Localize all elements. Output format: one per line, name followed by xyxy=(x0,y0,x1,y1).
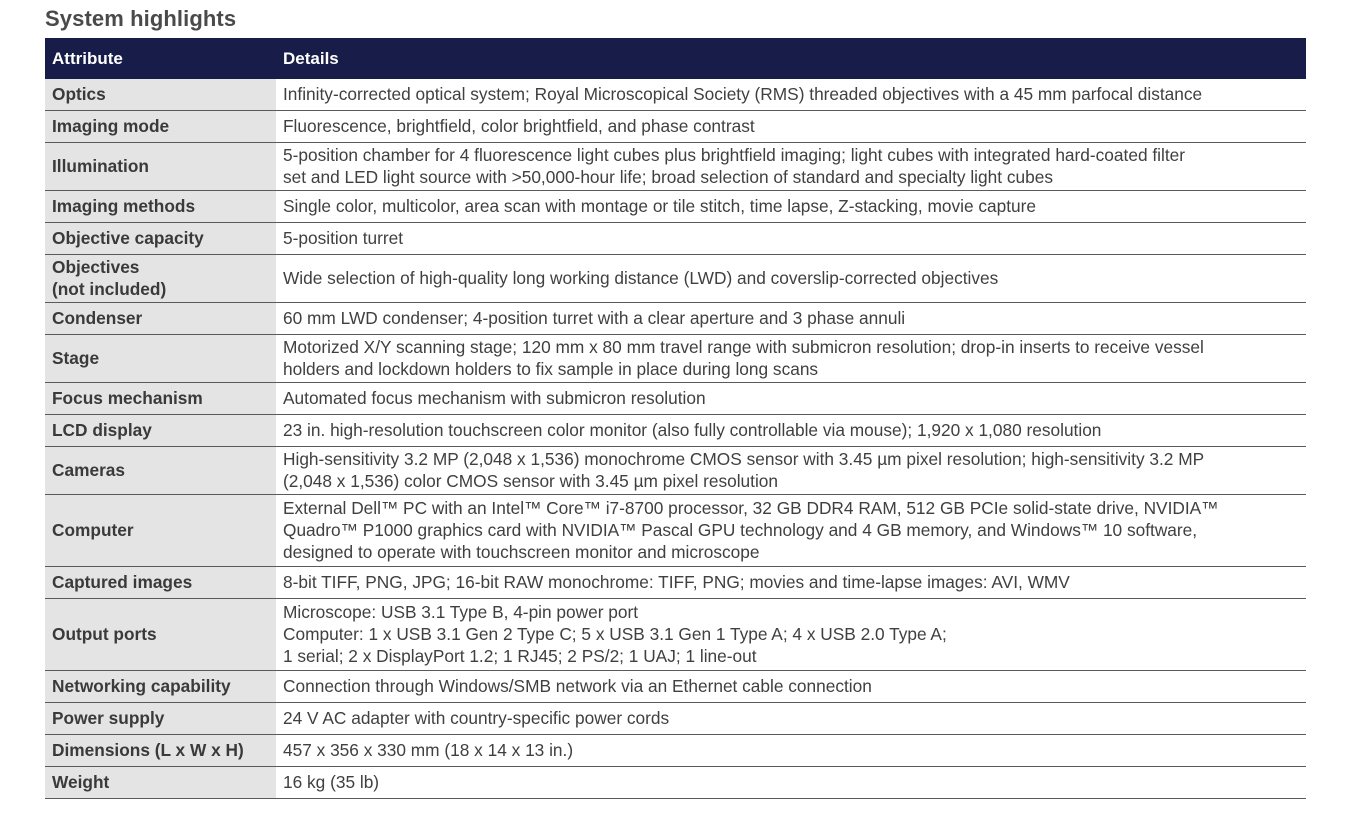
attribute-cell xyxy=(45,79,276,111)
attribute-cell xyxy=(45,767,276,799)
table-body xyxy=(45,79,1306,799)
attribute-label: Cameras xyxy=(52,460,126,480)
detail-cell xyxy=(276,143,1306,191)
attribute-cell xyxy=(45,599,276,671)
detail-text: Automated focus mechanism with submicron resolution xyxy=(283,388,706,408)
detail-cell xyxy=(276,447,1306,495)
table-row xyxy=(45,447,1306,495)
attribute-cell xyxy=(45,255,276,303)
attribute-label: LCD display xyxy=(52,420,152,440)
attribute-cell xyxy=(45,495,276,567)
detail-cell xyxy=(276,671,1306,703)
detail-text: 5-position chamber for 4 fluorescence light cubes plus brightfield imaging; light cubes with integrated hard-coated filter xyxy=(283,145,1186,165)
detail-cell xyxy=(276,383,1306,415)
attribute-label: Illumination xyxy=(52,156,149,176)
detail-cell xyxy=(276,303,1306,335)
detail-text: 1 serial; 2 x DisplayPort 1.2; 1 RJ45; 2 PS/2; 1 UAJ; 1 line-out xyxy=(283,646,757,666)
detail-text: Motorized X/Y scanning stage; 120 mm x 80 mm travel range with submicron resolution; drop-in inserts to receive vessel xyxy=(283,337,1204,357)
attribute-label: Condenser xyxy=(52,308,143,328)
table-row xyxy=(45,223,1306,255)
attribute-label: Focus mechanism xyxy=(52,388,203,408)
detail-text: 16 kg (35 lb) xyxy=(283,772,380,792)
attribute-label: Captured images xyxy=(52,572,193,592)
page-title: System highlights xyxy=(45,6,237,31)
detail-text: 60 mm LWD condenser; 4-position turret with a clear aperture and 3 phase annuli xyxy=(283,308,906,328)
attribute-label: Power supply xyxy=(52,708,165,728)
attribute-cell xyxy=(45,703,276,735)
table-row xyxy=(45,303,1306,335)
attribute-label: Dimensions (L x W x H) xyxy=(52,740,244,760)
detail-text: Microscope: USB 3.1 Type B, 4-pin power port xyxy=(283,602,639,622)
table-row xyxy=(45,335,1306,383)
attribute-label: Weight xyxy=(52,772,110,792)
detail-cell xyxy=(276,735,1306,767)
attribute-label: Networking capability xyxy=(52,676,231,696)
table-row xyxy=(45,567,1306,599)
detail-text: Connection through Windows/SMB network via an Ethernet cable connection xyxy=(283,676,872,696)
detail-text: holders and lockdown holders to fix sample in place during long scans xyxy=(283,359,819,379)
detail-cell xyxy=(276,111,1306,143)
table-row xyxy=(45,79,1306,111)
detail-text: 23 in. high-resolution touchscreen color monitor (also fully controllable via mouse); 1,920 x 1,080 resolution xyxy=(283,420,1102,440)
table-row xyxy=(45,495,1306,567)
table-row xyxy=(45,735,1306,767)
detail-text: 5-position turret xyxy=(283,228,404,248)
detail-text: 24 V AC adapter with country-specific power cords xyxy=(283,708,670,728)
detail-cell xyxy=(276,335,1306,383)
table-header xyxy=(45,38,1306,79)
detail-cell xyxy=(276,767,1306,799)
attribute-label: Output ports xyxy=(52,624,157,644)
table-header-row xyxy=(45,38,1306,79)
table-row xyxy=(45,111,1306,143)
detail-text: External Dell™ PC with an Intel™ Core™ i7-8700 processor, 32 GB DDR4 RAM, 512 GB PCIe solid-state drive, NVIDIA™ xyxy=(283,498,1219,518)
detail-cell xyxy=(276,495,1306,567)
attribute-cell xyxy=(45,223,276,255)
detail-cell xyxy=(276,255,1306,303)
detail-text: Single color, multicolor, area scan with montage or tile stitch, time lapse, Z-stacking, movie capture xyxy=(283,196,1037,216)
table-row xyxy=(45,671,1306,703)
detail-text: Infinity-corrected optical system; Royal Microscopical Society (RMS) threaded objectives with a 45 mm parfocal distance xyxy=(283,84,1203,104)
attribute-cell xyxy=(45,567,276,599)
detail-cell xyxy=(276,415,1306,447)
attribute-cell xyxy=(45,303,276,335)
header-attribute: Attribute xyxy=(45,38,276,79)
detail-text: (2,048 x 1,536) color CMOS sensor with 3.45 µm pixel resolution xyxy=(283,471,779,491)
table-row xyxy=(45,703,1306,735)
table-row xyxy=(45,415,1306,447)
detail-text: designed to operate with touchscreen monitor and microscope xyxy=(283,542,760,562)
detail-cell xyxy=(276,191,1306,223)
attribute-cell xyxy=(45,143,276,191)
detail-text: set and LED light source with >50,000-hour life; broad selection of standard and specialty light cubes xyxy=(283,167,1053,187)
detail-text: Quadro™ P1000 graphics card with NVIDIA™ Pascal GPU technology and 4 GB memory, and Windows™ 10 software, xyxy=(283,520,1198,540)
attribute-cell xyxy=(45,735,276,767)
spec-table xyxy=(45,38,1306,799)
attribute-label: Computer xyxy=(52,520,134,540)
detail-text: 457 x 356 x 330 mm (18 x 14 x 13 in.) xyxy=(283,740,574,760)
detail-cell xyxy=(276,703,1306,735)
table-row xyxy=(45,191,1306,223)
header-details: Details xyxy=(276,38,1306,79)
attribute-cell xyxy=(45,447,276,495)
attribute-cell xyxy=(45,671,276,703)
attribute-cell xyxy=(45,191,276,223)
attribute-cell xyxy=(45,383,276,415)
detail-text: 8-bit TIFF, PNG, JPG; 16-bit RAW monochrome: TIFF, PNG; movies and time-lapse images: AVI, WMV xyxy=(283,572,1070,592)
detail-text: High-sensitivity 3.2 MP (2,048 x 1,536) monochrome CMOS sensor with 3.45 µm pixel resolution; high-sensitivity 3.2 MP xyxy=(283,449,1205,469)
table-row xyxy=(45,383,1306,415)
table-row xyxy=(45,767,1306,799)
detail-cell xyxy=(276,567,1306,599)
detail-cell xyxy=(276,223,1306,255)
attribute-label: Imaging mode xyxy=(52,116,170,136)
attribute-label: Imaging methods xyxy=(52,196,196,216)
detail-text: Computer: 1 x USB 3.1 Gen 2 Type C; 5 x USB 3.1 Gen 1 Type A; 4 x USB 2.0 Type A; xyxy=(283,624,947,644)
detail-text: Fluorescence, brightfield, color brightfield, and phase contrast xyxy=(283,116,755,136)
table-row xyxy=(45,255,1306,303)
attribute-label: Objective capacity xyxy=(52,228,204,248)
attribute-cell xyxy=(45,415,276,447)
attribute-label: Optics xyxy=(52,84,106,104)
detail-cell xyxy=(276,599,1306,671)
detail-cell xyxy=(276,79,1306,111)
attribute-label: Objectives (not included) xyxy=(52,257,167,299)
table-row xyxy=(45,599,1306,671)
attribute-cell xyxy=(45,335,276,383)
attribute-label: Stage xyxy=(52,348,100,368)
attribute-cell xyxy=(45,111,276,143)
table-row xyxy=(45,143,1306,191)
detail-text: Wide selection of high-quality long working distance (LWD) and coverslip-corrected objectives xyxy=(283,268,999,288)
